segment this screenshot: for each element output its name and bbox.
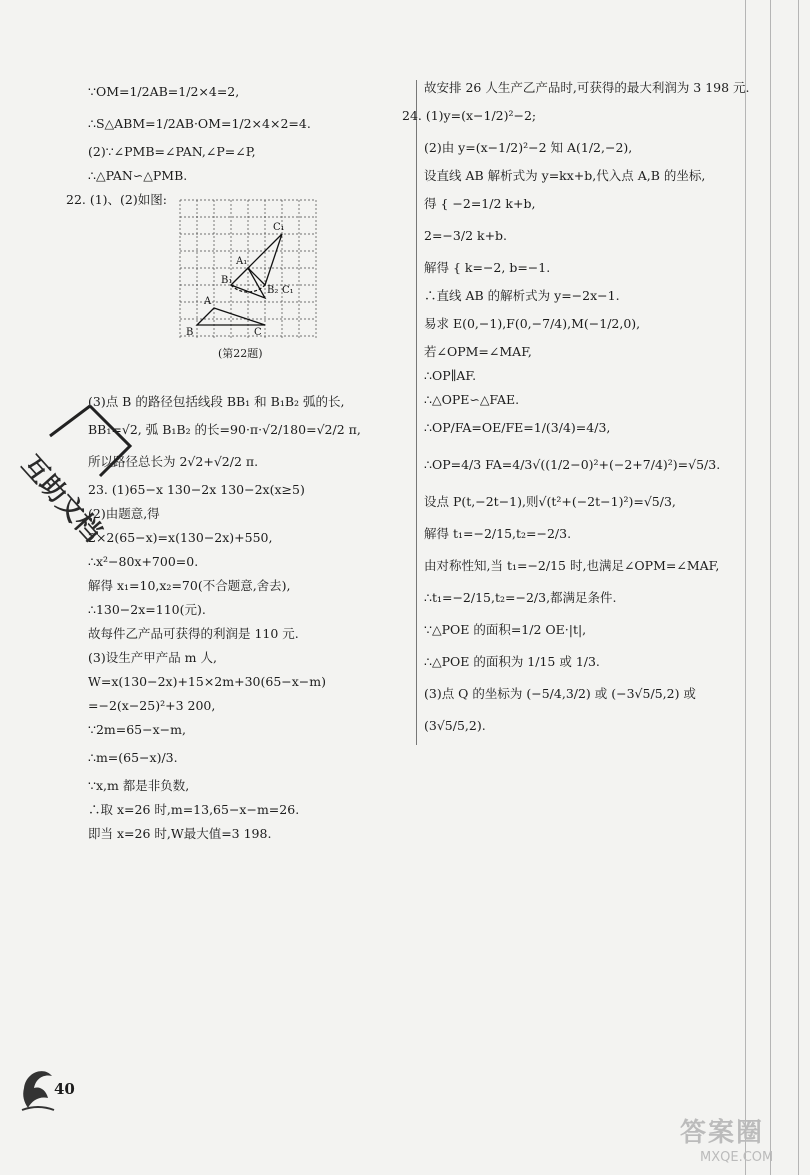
text-line: ∴直线 AB 的解析式为 y=−2x−1. bbox=[424, 288, 620, 303]
text-line: (2)由 y=(x−1/2)²−2 知 A(1/2,−2), bbox=[424, 140, 633, 155]
text-line: (3)点 Q 的坐标为 (−5/4,3/2) 或 (−3√5/5,2) 或 bbox=[424, 686, 696, 701]
text-line: ∴x²−80x+700=0. bbox=[88, 554, 199, 569]
text-line: (3)设生产甲产品 m 人, bbox=[88, 650, 217, 665]
right-column bbox=[402, 76, 769, 742]
text-line: (2)∵∠PMB=∠PAN,∠P=∠P, bbox=[88, 144, 256, 159]
text-line: (2)由题意,得 bbox=[88, 506, 160, 521]
text-line: 所以路径总长为 2√2+√2/2 π. bbox=[88, 454, 259, 469]
text-line: 24. (1)y=(x−1/2)²−2; bbox=[402, 108, 537, 123]
text-line: 解得 x₁=10,x₂=70(不合题意,舍去), bbox=[88, 578, 291, 593]
text-line: 由对称性知,当 t₁=−2/15 时,也满足∠OPM=∠MAF, bbox=[424, 558, 720, 573]
text-line: ∴m=(65−x)/3. bbox=[88, 750, 178, 765]
text-line: 解得 { k=−2, b=−1. bbox=[424, 260, 551, 275]
text-line: 若∠OPM=∠MAF, bbox=[424, 344, 532, 359]
label-c: C bbox=[254, 327, 262, 338]
watermark-text: 答案圈 bbox=[680, 1118, 765, 1148]
page-edge-line bbox=[770, 0, 771, 1175]
text-line: 易求 E(0,−1),F(0,−7/4),M(−1/2,0), bbox=[424, 316, 641, 331]
text-line: ∵x,m 都是非负数, bbox=[88, 778, 190, 793]
figure-caption: (第22题) bbox=[218, 347, 263, 360]
text-line: ∴OP∥AF. bbox=[424, 368, 477, 383]
text-line: ∵2m=65−x−m, bbox=[88, 722, 186, 737]
text-line: ∴S△ABM=1/2AB·OM=1/2×4×2=4. bbox=[88, 116, 311, 131]
page-number: 40 bbox=[54, 1080, 75, 1098]
label-b1: B₁ bbox=[221, 275, 233, 286]
handwritten-stamp bbox=[15, 396, 150, 548]
text-line: 2×2(65−x)=x(130−2x)+550, bbox=[88, 530, 273, 545]
text-line: ∴△OPE∽△FAE. bbox=[424, 392, 520, 407]
label-c1-b: C₁ bbox=[282, 285, 294, 296]
text-line: 解得 t₁=−2/15,t₂=−2/3. bbox=[424, 526, 572, 541]
label-b2: B₂ bbox=[267, 285, 279, 296]
page-edge-line bbox=[798, 0, 799, 1175]
text-line: 23. (1)65−x 130−2x 130−2x(x≥5) bbox=[88, 482, 305, 497]
label-c1: C₁ bbox=[273, 222, 285, 233]
text-line: ∴取 x=26 时,m=13,65−x−m=26. bbox=[88, 802, 300, 817]
text-line: ∴t₁=−2/15,t₂=−2/3,都满足条件. bbox=[424, 590, 617, 605]
text-line: W=x(130−2x)+15×2m+30(65−x−m) bbox=[88, 674, 327, 689]
column-separator bbox=[416, 80, 417, 745]
grid-figure-22 bbox=[170, 198, 330, 344]
text-line: 故每件乙产品可获得的利润是 110 元. bbox=[88, 626, 299, 641]
text-line: 22. (1)、(2)如图: bbox=[66, 192, 167, 207]
text-line: 故安排 26 人生产乙产品时,可获得的最大利润为 3 198 元. bbox=[424, 80, 750, 95]
text-line: 设点 P(t,−2t−1),则√(t²+(−2t−1)²)=√5/3, bbox=[424, 494, 676, 509]
text-line: ∴130−2x=110(元). bbox=[88, 602, 206, 617]
watermark-url: MXQE.COM bbox=[700, 1150, 774, 1165]
text-line: 即当 x=26 时,W最大值=3 198. bbox=[88, 826, 272, 841]
label-b: B bbox=[186, 327, 194, 338]
text-line: ∴△POE 的面积为 1/15 或 1/3. bbox=[424, 654, 600, 669]
text-line: ∵△POE 的面积=1/2 OE·|t|, bbox=[424, 622, 587, 637]
text-line: ∴OP/FA=OE/FE=1/(3/4)=4/3, bbox=[424, 420, 611, 435]
label-a1: A₁ bbox=[236, 256, 248, 267]
stamp-text: 互助文档 bbox=[15, 450, 108, 548]
text-line: (3√5/5,2). bbox=[424, 718, 486, 733]
text-line: 2=−3/2 k+b. bbox=[424, 228, 508, 243]
text-line: 得 { −2=1/2 k+b, bbox=[424, 196, 536, 211]
text-line: 设直线 AB 解析式为 y=kx+b,代入点 A,B 的坐标, bbox=[424, 168, 706, 183]
text-line: BB₁=√2, 弧 B₁B₂ 的长=90·π·√2/180=√2/2 π, bbox=[88, 422, 361, 437]
label-a: A bbox=[204, 296, 212, 307]
text-line: ∴△PAN∽△PMB. bbox=[88, 168, 188, 183]
text-line: =−2(x−25)²+3 200, bbox=[88, 698, 216, 713]
text-line: (3)点 B 的路径包括线段 BB₁ 和 B₁B₂ 弧的长, bbox=[88, 394, 345, 409]
dolphin-logo-icon bbox=[18, 1058, 58, 1114]
text-line: ∵OM=1/2AB=1/2×4=2, bbox=[88, 84, 240, 99]
text-line: ∴OP=4/3 FA=4/3√((1/2−0)²+(−2+7/4)²)=√5/3. bbox=[424, 457, 721, 472]
